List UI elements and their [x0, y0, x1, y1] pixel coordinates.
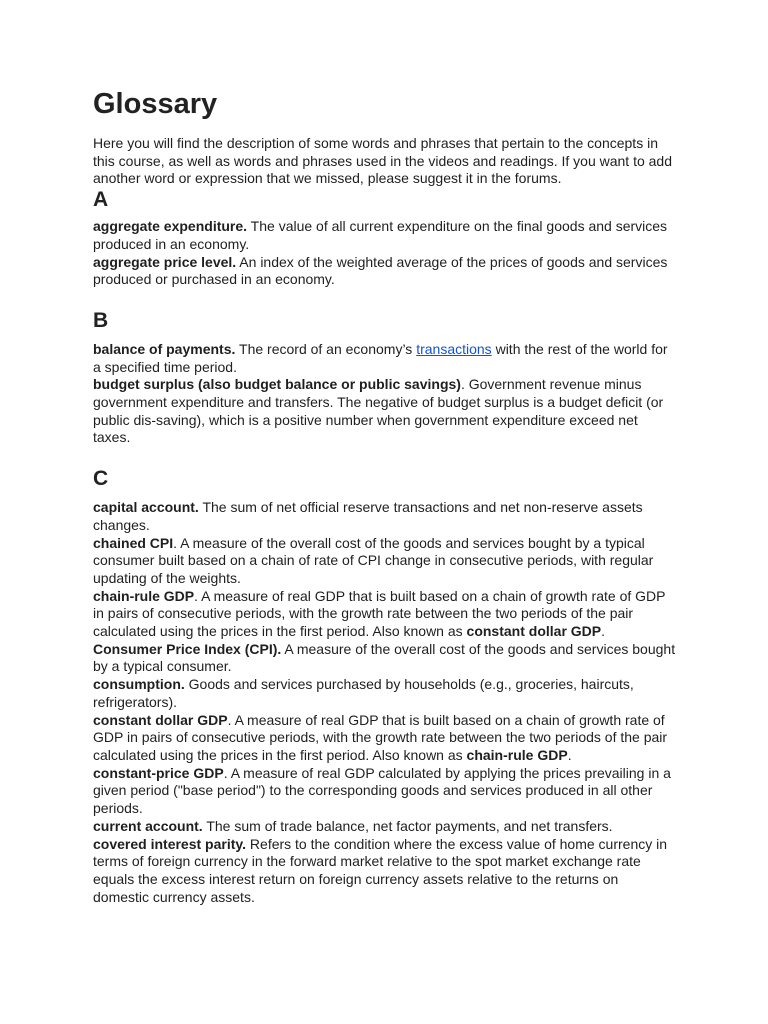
glossary-entry-balance-of-payments: [93, 341, 678, 376]
glossary-document: [93, 86, 678, 906]
entry-term: aggregate price level.: [93, 253, 237, 270]
entry-term: current account.: [93, 817, 203, 834]
glossary-entry-constant-price-gdp: [93, 765, 678, 818]
glossary-entry-consumption: [93, 676, 678, 711]
glossary-entry-current-account: [93, 818, 678, 836]
entry-term: capital account.: [93, 499, 199, 516]
entry-definition: The sum of trade balance, net factor payments, and net transfers.: [202, 817, 613, 834]
page-title: Glossary: [93, 88, 218, 120]
entry-definition: The record of an economy’s: [235, 340, 417, 357]
entry-also-known-as: chain-rule GDP: [466, 746, 568, 763]
glossary-entry-covered-interest-parity: [93, 836, 678, 907]
entry-also-known-as: constant dollar GDP: [466, 623, 602, 640]
entry-definition: The sum of net official reserve transactions and net non-reserve assets changes.: [93, 499, 643, 533]
glossary-entry-aggregate-price-level: [93, 254, 678, 289]
entry-definition: . A measure of the overall cost of the goods and services bought by a typical consumer built based on a chain of rate of CPI change in consecutive periods, with regular updating of the weights.: [93, 534, 654, 586]
entry-term: constant dollar GDP: [93, 711, 228, 728]
entry-term: consumption.: [93, 676, 185, 693]
entry-term: budget surplus (also budget balance or public savings): [93, 376, 461, 393]
transactions-link[interactable]: transactions: [416, 340, 492, 357]
entry-term: aggregate expenditure.: [93, 218, 248, 235]
section-a: [93, 187, 678, 289]
entry-term: Consumer Price Index (CPI).: [93, 640, 282, 657]
section-letter-a: A: [93, 188, 109, 212]
entry-end-punctuation: .: [601, 623, 606, 640]
section-letter-b: B: [93, 308, 109, 332]
section-b: [93, 308, 678, 447]
entry-term: chained CPI: [93, 534, 174, 551]
entry-term: balance of payments.: [93, 340, 236, 357]
glossary-entry-budget-surplus: [93, 376, 678, 447]
glossary-entry-capital-account: [93, 499, 678, 534]
entry-definition: The value of all current expenditure on the final goods and services produced in an economy.: [93, 218, 668, 252]
glossary-entry-aggregate-expenditure: [93, 218, 678, 253]
glossary-entry-consumer-price-index: [93, 641, 678, 676]
section-letter-c: C: [93, 467, 109, 491]
section-c: [93, 466, 678, 906]
entry-term: covered interest parity.: [93, 835, 247, 852]
entry-definition: . A measure of real GDP calculated by applying the prices prevailing in a given period ("base period") to the corresponding goods and services produced in all other periods.: [93, 764, 671, 817]
entry-definition: . A measure of real GDP that is built based on a chain of growth rate of GDP in pairs of consecutive periods, with the growth rate between the two periods of the pair calculated using the prices in the first period. Also known as: [93, 587, 666, 640]
entry-definition: An index of the weighted average of the prices of goods and services produced or purchased in an economy.: [93, 253, 668, 288]
entry-definition: . Government revenue minus government expenditure and transfers. The negative of budget surplus is a budget deficit (or public dis-saving), which is a positive number when government expenditure exceed net taxes.: [93, 376, 664, 446]
intro-paragraph: Here you will find the description of some words and phrases that pertain to the concepts in this course, as well as words and phrases used in the videos and readings. If you want to add another word or expression that we missed, please suggest it in the forums.: [93, 135, 673, 187]
entry-term: constant-price GDP: [93, 764, 224, 781]
entry-term: chain-rule GDP: [93, 587, 195, 604]
glossary-entry-constant-dollar-gdp: [93, 712, 678, 765]
entry-definition: Refers to the condition where the excess value of home currency in terms of foreign currency in the forward market relative to the spot market exchange rate equals the excess interest return on foreign currency assets relative to the returns on domestic currency assets.: [93, 835, 668, 905]
entry-definition: with the rest of the world for a specified time period.: [93, 340, 668, 375]
entry-definition: . A measure of real GDP that is built based on a chain of growth rate of GDP in pairs of consecutive periods, with the growth rate between the two periods of the pair calculated using the prices in the first period. Also known as: [93, 711, 668, 763]
glossary-entry-chained-cpi: [93, 535, 678, 588]
entry-definition: Goods and services purchased by households (e.g., groceries, haircuts, refrigerators).: [93, 676, 634, 710]
entry-end-punctuation: .: [567, 746, 572, 763]
glossary-entry-chain-rule-gdp: [93, 588, 678, 641]
entry-definition: A measure of the overall cost of the goods and services bought by a typical consumer.: [93, 640, 676, 675]
